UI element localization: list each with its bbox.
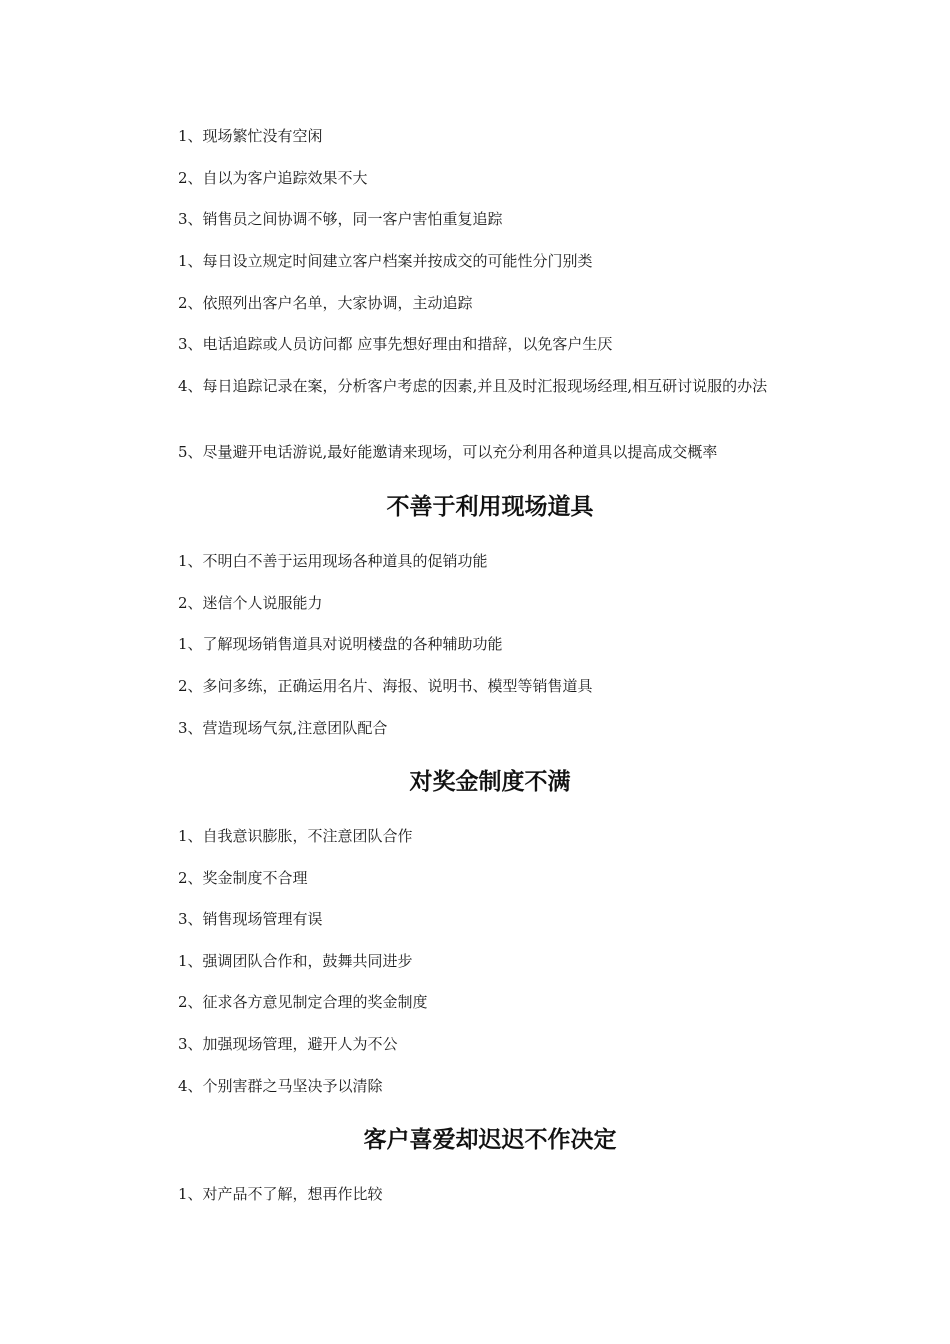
list-item: 4、每日追踪记录在案，分析客户考虑的因素,并且及时汇报现场经理,相互研讨说服的办法 (178, 377, 768, 395)
list-item: 1、强调团队合作和，鼓舞共同进步 (178, 952, 413, 970)
list-item: 1、现场繁忙没有空闲 (178, 127, 323, 145)
section-heading-tools: 不善于利用现场道具 (386, 494, 594, 520)
list-item: 1、每日设立规定时间建立客户档案并按成交的可能性分门别类 (178, 252, 593, 270)
section-heading-delay: 客户喜爱却迟迟不作决定 (363, 1127, 617, 1153)
list-item: 1、对产品不了解，想再作比较 (178, 1185, 383, 1203)
list-item: 3、电话追踪或人员访问都 应事先想好理由和措辞，以免客户生厌 (178, 335, 613, 353)
section-heading-bonus: 对奖金制度不满 (409, 769, 571, 795)
list-item: 3、营造现场气氛,注意团队配合 (178, 719, 388, 737)
list-item: 2、多问多练，正确运用名片、海报、说明书、模型等销售道具 (178, 677, 593, 695)
list-item: 5、尽量避开电话游说,最好能邀请来现场，可以充分利用各种道具以提高成交概率 (178, 443, 718, 461)
list-item: 3、销售现场管理有误 (178, 910, 323, 928)
list-item: 2、奖金制度不合理 (178, 869, 308, 887)
list-item: 1、自我意识膨胀，不注意团队合作 (178, 827, 413, 845)
list-item: 1、不明白不善于运用现场各种道具的促销功能 (178, 552, 488, 570)
list-item: 1、了解现场销售道具对说明楼盘的各种辅助功能 (178, 635, 503, 653)
list-item: 2、征求各方意见制定合理的奖金制度 (178, 993, 428, 1011)
list-item: 3、加强现场管理，避开人为不公 (178, 1035, 398, 1053)
list-item: 2、自以为客户追踪效果不大 (178, 169, 368, 187)
list-item: 2、依照列出客户名单，大家协调，主动追踪 (178, 294, 473, 312)
list-item: 2、迷信个人说服能力 (178, 594, 323, 612)
list-item: 4、个别害群之马坚决予以清除 (178, 1077, 383, 1095)
list-item: 3、销售员之间协调不够，同一客户害怕重复追踪 (178, 210, 503, 228)
